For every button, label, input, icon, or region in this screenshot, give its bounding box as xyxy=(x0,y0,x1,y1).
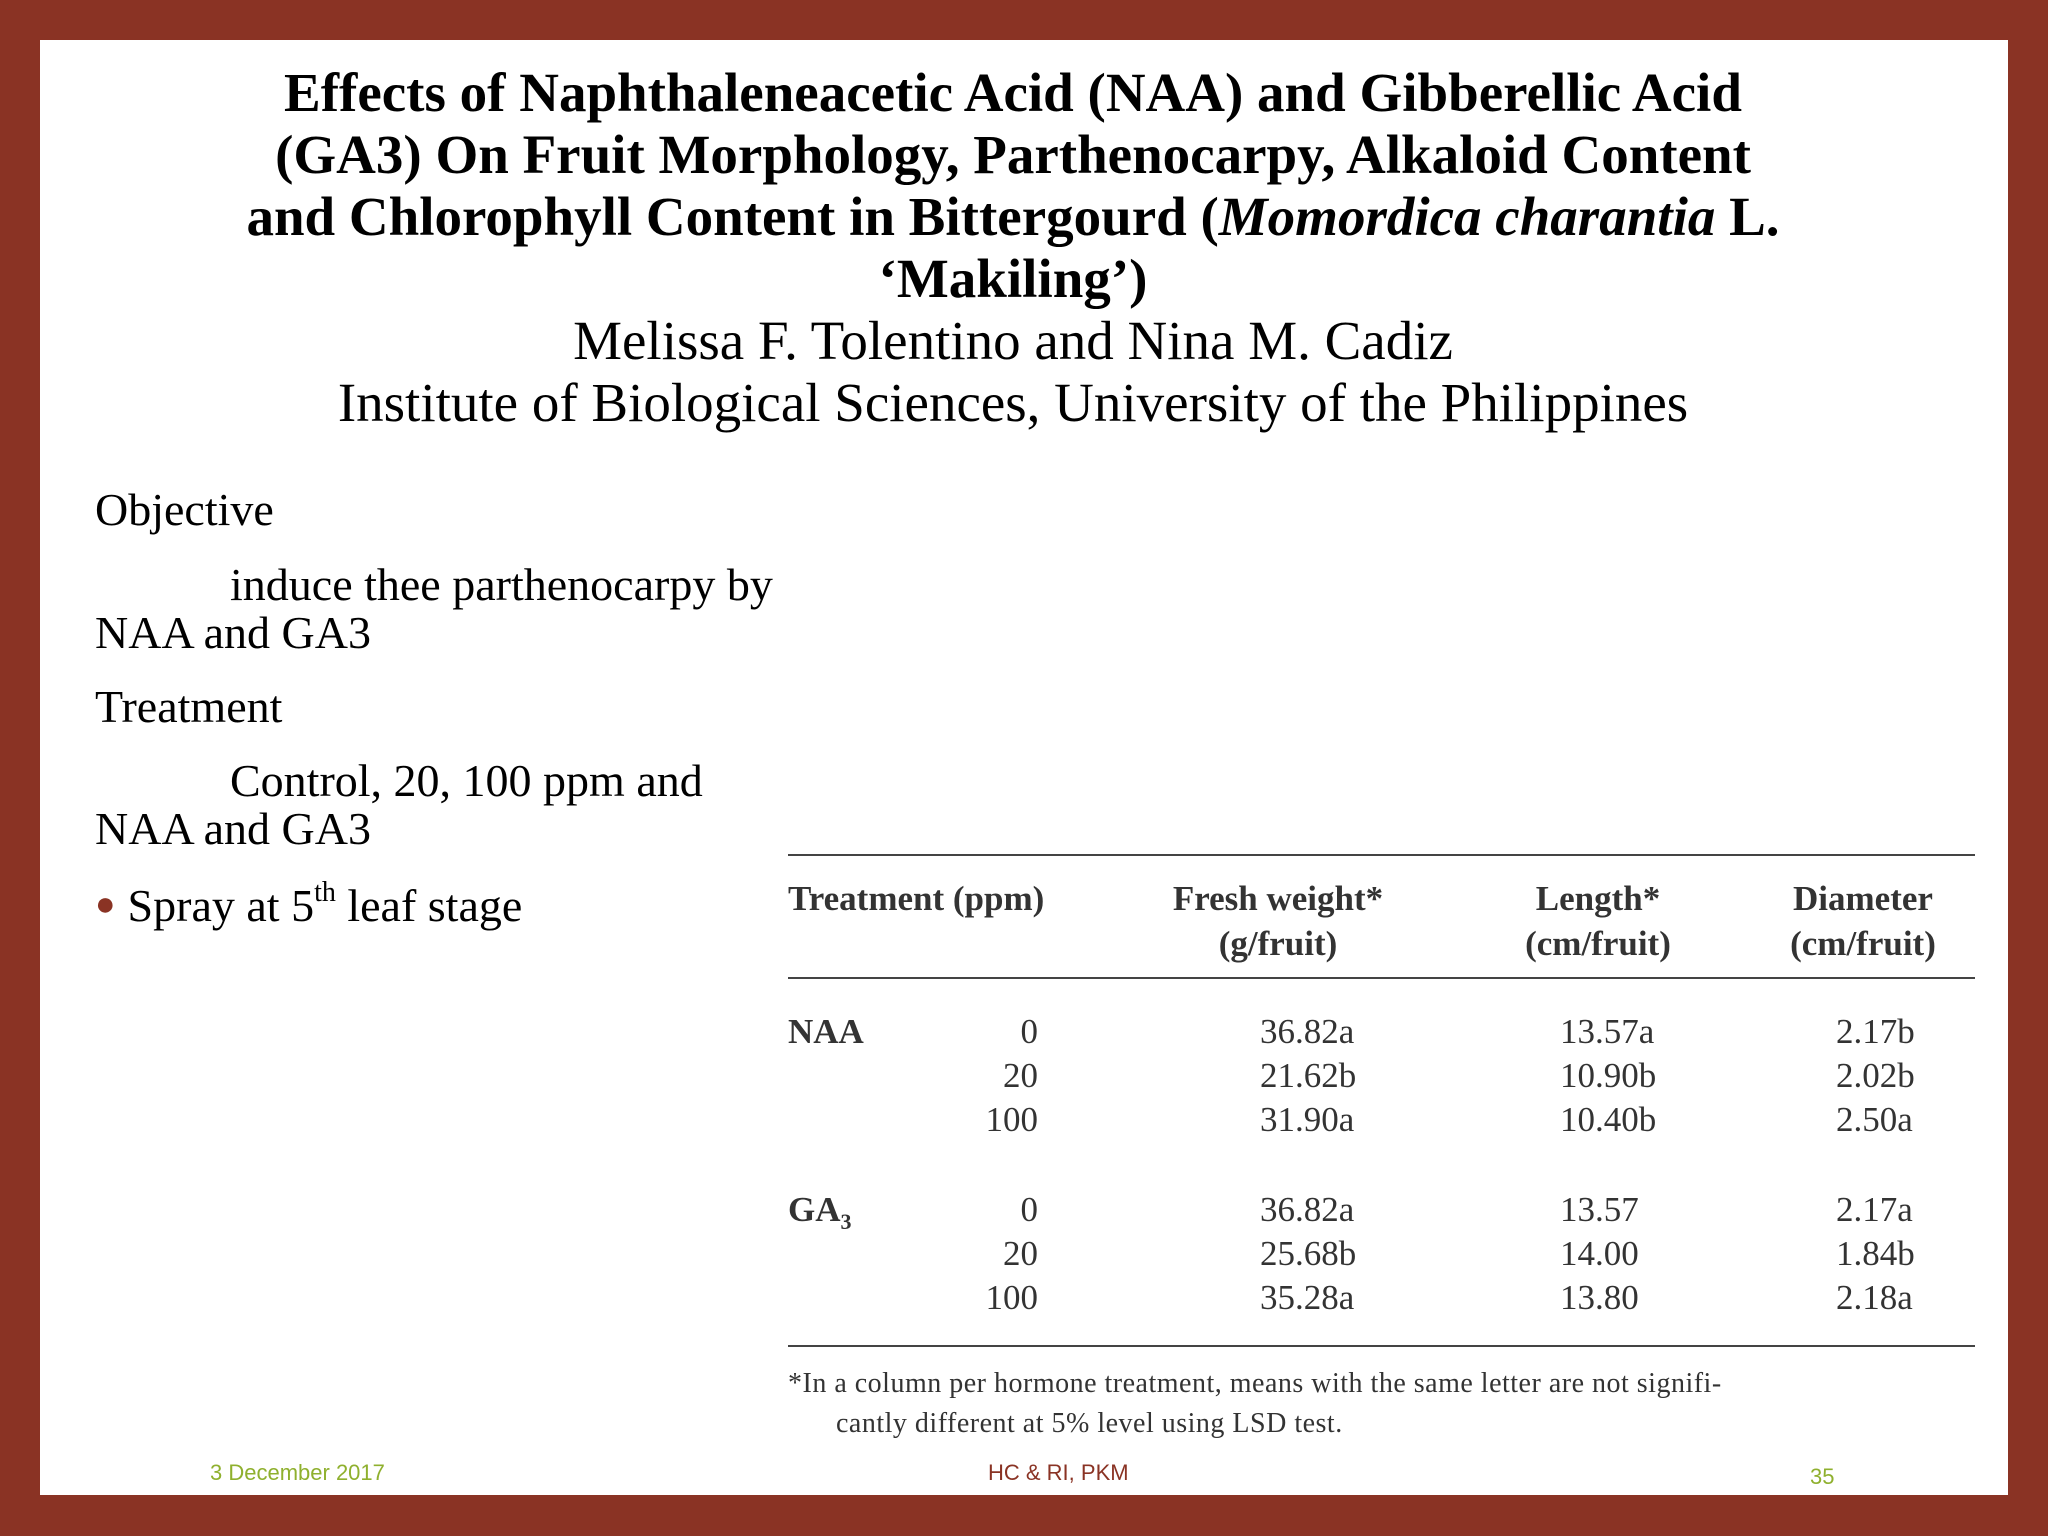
header-diameter-unit: (cm/fruit) xyxy=(1790,924,1936,963)
ga3-diameter-0: 2.17a xyxy=(1836,1190,1913,1229)
naa-diameter-1: 2.02b xyxy=(1836,1056,1915,1095)
table-footnote-line-2: cantly different at 5% level using LSD test. xyxy=(836,1408,1343,1439)
title-line-1: Effects of Naphthaleneacetic Acid (NAA) and Gibberellic Acid xyxy=(284,62,1742,123)
institution: Institute of Biological Sciences, University of the Philippines xyxy=(337,372,1689,433)
authors: Melissa F. Tolentino and Nina M. Cadiz xyxy=(573,310,1453,371)
treatment-text-line-2: NAA and GA3 xyxy=(95,803,371,854)
ga3-length-2: 13.80 xyxy=(1560,1278,1639,1317)
title-line-3-post: L. xyxy=(1715,186,1780,247)
naa-weight-0: 36.82a xyxy=(1260,1012,1355,1051)
ga3-length-1: 14.00 xyxy=(1560,1234,1639,1273)
title-line-2: (GA3) On Fruit Morphology, Parthenocarpy, Alkaloid Content xyxy=(275,124,1751,185)
naa-weight-1: 21.62b xyxy=(1260,1056,1357,1095)
ga3-name: GA xyxy=(788,1190,841,1229)
ga3-weight-2: 35.28a xyxy=(1260,1278,1355,1317)
table-footnote-line-1: *In a column per hormone treatment, means with the same letter are not signifi- xyxy=(788,1368,1722,1399)
header-fresh-weight-unit: (g/fruit) xyxy=(1218,924,1338,963)
group-label-ga3 xyxy=(788,1188,852,1244)
ga3-ppm-2: 100 xyxy=(985,1278,1038,1317)
ga3-weight-1: 25.68b xyxy=(1260,1234,1357,1273)
naa-length-2: 10.40b xyxy=(1560,1100,1657,1139)
title-line-3-pre: and Chlorophyll Content in Bittergourd ( xyxy=(246,186,1219,247)
naa-ppm-2: 100 xyxy=(985,1100,1038,1139)
header-treatment: Treatment (ppm) xyxy=(788,879,1045,918)
table-top-rule xyxy=(788,854,1975,856)
title-line-3 xyxy=(0,186,2046,248)
header-length-unit: (cm/fruit) xyxy=(1525,924,1671,963)
objective-label: Objective xyxy=(95,484,274,535)
naa-diameter-0: 2.17b xyxy=(1836,1012,1915,1051)
slide-title xyxy=(0,62,2046,310)
table-header-rule xyxy=(788,977,1975,979)
footer-date: 3 December 2017 xyxy=(210,1460,385,1485)
naa-diameter-2: 2.50a xyxy=(1836,1100,1913,1139)
slide xyxy=(40,40,2008,1495)
naa-weight-2: 31.90a xyxy=(1260,1100,1355,1139)
objective-text-line-1: induce thee parthenocarpy by xyxy=(230,559,773,610)
spray-bullet xyxy=(95,877,523,931)
header-diameter: Diameter xyxy=(1793,879,1933,918)
footer-center-text: HC & RI, PKM xyxy=(988,1460,1129,1485)
ga3-subscript: 3 xyxy=(840,1209,852,1234)
page-number: 35 xyxy=(1810,1464,1835,1489)
objective-text-line-2: NAA and GA3 xyxy=(95,607,371,658)
ga3-length-0: 13.57 xyxy=(1560,1190,1639,1229)
header-length: Length* xyxy=(1535,879,1661,918)
naa-length-1: 10.90b xyxy=(1560,1056,1657,1095)
spray-text-pre: Spray at 5 xyxy=(127,880,315,931)
header-fresh-weight: Fresh weight* xyxy=(1172,879,1384,918)
species-name: Momordica charantia xyxy=(1218,186,1716,247)
ga3-ppm-0: 0 xyxy=(1020,1190,1038,1229)
spray-text-sup: th xyxy=(314,877,336,908)
ga3-weight-0: 36.82a xyxy=(1260,1190,1355,1229)
title-line-4: ‘Makiling’) xyxy=(878,248,1148,309)
naa-ppm-1: 20 xyxy=(1003,1056,1038,1095)
results-table xyxy=(748,812,1978,1452)
ga3-diameter-2: 2.18a xyxy=(1836,1278,1913,1317)
treatment-label: Treatment xyxy=(95,681,283,732)
treatment-text-line-1: Control, 20, 100 ppm and xyxy=(230,755,703,806)
bullet-icon: ● xyxy=(95,886,116,923)
ga3-ppm-1: 20 xyxy=(1003,1234,1038,1273)
spray-text-post: leaf stage xyxy=(335,880,523,931)
naa-ppm-0: 0 xyxy=(1020,1012,1038,1051)
table-bottom-rule xyxy=(788,1345,1975,1347)
group-label-naa: NAA xyxy=(788,1012,864,1051)
naa-length-0: 13.57a xyxy=(1560,1012,1655,1051)
ga3-diameter-1: 1.84b xyxy=(1836,1234,1915,1273)
